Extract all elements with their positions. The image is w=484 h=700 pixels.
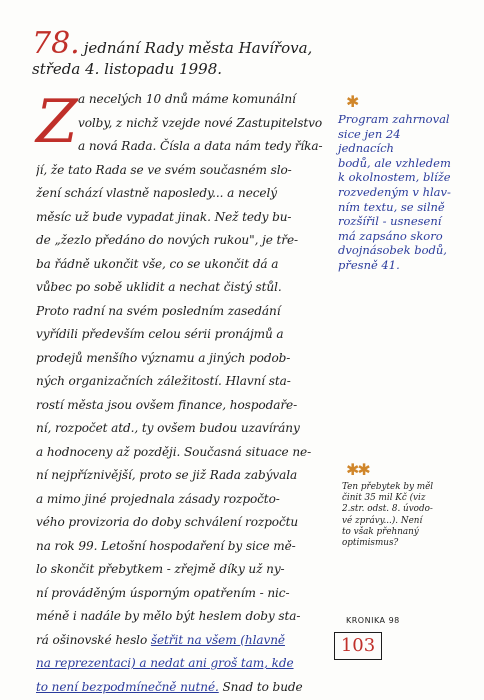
- text-line: ní nejpříznivější, proto se již Rada zabývala: [36, 468, 298, 482]
- text-line: Proto radní na svém posledním zasedání: [36, 303, 281, 318]
- text-line: lo skončit přebytkem - zřejmě díky už ny-: [36, 562, 285, 576]
- text-line: jí, že tato Rada se ve svém současném slo-: [36, 162, 292, 177]
- text-line: měsíc už bude vypadat jinak. Než tedy bu-: [36, 209, 292, 224]
- text-line: vůbec po sobě uklidit a nechat čistý stůl.: [36, 280, 282, 294]
- highlighted-phrase: šetřit na všem (hlavně: [150, 632, 285, 647]
- text-line: na rok 99. Letošní hospodaření by sice mě-: [36, 538, 296, 553]
- text-line: volby, z nichž vzejde nové Zastupitelstvo: [78, 115, 323, 130]
- chronicle-label: KRONIKA 98: [346, 616, 400, 625]
- margin-note-program: [338, 92, 460, 273]
- text-line: méně i nadále by mělo být heslem doby sta-: [36, 609, 301, 623]
- text-line: de „žezlo předáno do nových rukou", je tře-: [36, 233, 299, 247]
- double-asterisk-icon: ✱✱: [346, 460, 369, 479]
- highlighted-phrase: na reprezentaci) a nedat ani groš tam, kde: [36, 656, 294, 670]
- text-line: vého provizoria do doby schválení rozpočtu: [36, 515, 299, 529]
- text-line: vyřídili především celou sérii pronájmů a: [36, 327, 284, 341]
- text-line: prodejů menšího významu a jiných podob-: [36, 350, 291, 365]
- text-segment: Snad to bude: [218, 679, 303, 694]
- asterisk-icon: ✱: [346, 92, 360, 111]
- text-line-highlighted: [36, 676, 332, 700]
- dropcap-letter: Z: [36, 87, 78, 157]
- page-header: [32, 28, 362, 78]
- text-segment: rá ošinovské heslo: [36, 632, 151, 647]
- text-line: ných organizačních záležitostí. Hlavní sta-: [36, 374, 291, 388]
- page-number: 103: [334, 632, 382, 660]
- header-date: středa 4. listopadu 1998.: [32, 60, 223, 78]
- text-line-highlighted: [36, 652, 332, 676]
- text-line: ba řádně ukončit vše, co se ukončit dá a: [36, 256, 279, 271]
- text-line: a necelých 10 dnů máme komunální: [78, 92, 296, 106]
- highlighted-phrase: to není bezpodmínečně nutné.: [36, 679, 219, 694]
- header-title: jednání Rady města Havířova,: [83, 39, 313, 57]
- margin-note-surplus: [342, 462, 462, 549]
- text-line: a mimo jiné projednala zásady rozpočto-: [36, 491, 280, 506]
- margin-note-text: Ten přebytek by měl činit 35 mil Kč (viz 2.str. odst. 8. úvodo- vé zprávy...). Není to však přehnaný optimismus?: [342, 482, 434, 549]
- margin-note-text: Program zahrnoval sice jen 24 jednacích bodů, ale vzhledem k okolnostem, blíže rozvedeným v hlav- ním textu, se silně rozšířil - usnesení má zapsáno skoro dvojnásobek bodů, přesně 41.: [338, 112, 451, 272]
- text-line: žení schází vlastně naposledy... a necelý: [36, 186, 277, 200]
- main-text: [36, 88, 332, 699]
- text-line: a nová Rada. Čísla a data nám tedy říka-: [78, 139, 323, 153]
- text-line: a hodnoceny až později. Současná situace ne-: [36, 444, 312, 459]
- text-line: ní prováděným úsporným opatřením - nic-: [36, 585, 290, 600]
- session-number: 78.: [32, 26, 80, 61]
- text-line-highlighted: [36, 629, 332, 653]
- header-line-1: [32, 28, 362, 60]
- text-line: ní, rozpočet atd., ty ovšem budou uzavírány: [36, 421, 300, 435]
- text-line: rostí města jsou ovšem finance, hospodaře-: [36, 397, 298, 412]
